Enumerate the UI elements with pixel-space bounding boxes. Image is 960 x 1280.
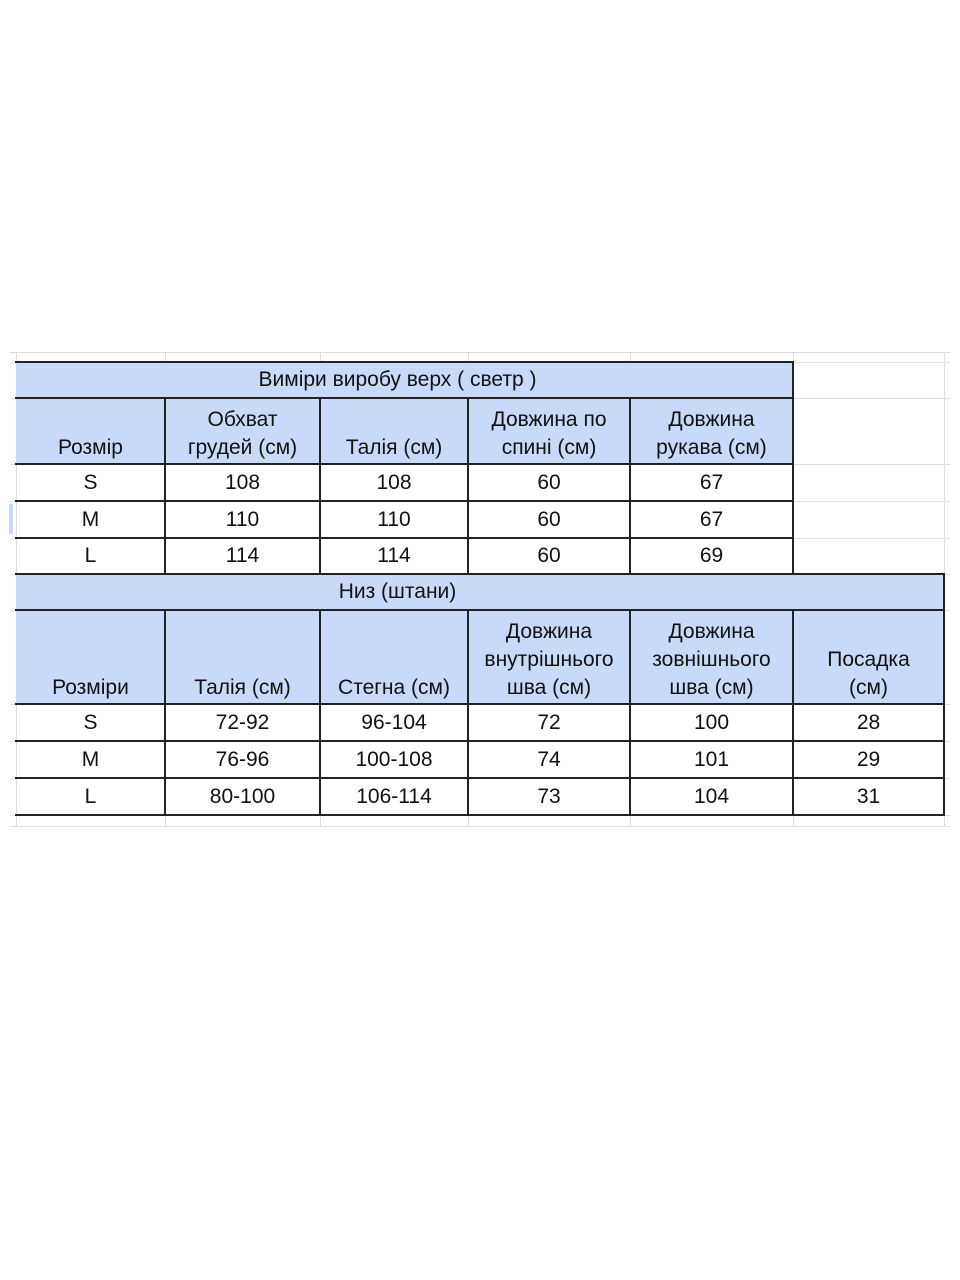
gridline [10,826,950,827]
bottom-header-cell-text [827,646,910,702]
border-line [943,573,945,816]
measurement-value: 60 [537,544,561,567]
border-line [15,537,794,539]
header-line: Стегна (см) [338,676,450,699]
measurement-value: 80-100 [209,784,276,808]
border-line [15,703,945,705]
measurement-value: 74 [537,747,561,771]
border-line [15,463,794,465]
header-line: Довжина [668,620,755,643]
top-header-cell [630,398,793,464]
header-line: Розміри [52,676,129,699]
top-header-cell-text [188,406,297,462]
top-header-cell-text [492,406,607,462]
top-header-cell [468,398,630,464]
bottom-header-cell-text [338,674,450,702]
bottom-header-cell [165,610,320,704]
bottom-header-cell [793,610,944,704]
size-label: S [83,710,98,734]
measurement-value: 67 [699,470,724,494]
header-line: Посадка [827,648,910,671]
header-line: Розмір [58,436,123,459]
measurement-value: 101 [693,747,730,771]
bottom-title-blank [16,574,165,610]
measurement-value: 104 [693,784,730,808]
border-line [319,397,321,575]
top-header-cell-text [58,434,123,462]
measurement-value: 60 [537,470,561,494]
border-line [15,777,945,779]
size-label: L [84,544,97,567]
bottom-header-cell [16,610,165,704]
size-label: M [81,747,100,771]
measurement-value: 100 [693,710,730,734]
header-line: зовнішнього [652,648,771,671]
border-line [629,609,631,816]
border-line [629,397,631,575]
measurement-value: 114 [377,544,411,567]
size-label: M [81,507,100,531]
header-line: Довжина по [491,408,607,431]
measurement-value: 108 [376,470,412,494]
border-line [792,361,794,575]
bottom-header-cell-text [484,618,613,702]
header-line: (см) [849,676,888,699]
header-line: спині (см) [501,436,597,459]
measurement-value: 28 [856,710,881,734]
header-line: Талія (см) [194,676,291,699]
measurement-value: 114 [225,544,260,567]
top-title-blank [630,362,793,398]
header-line: грудей (см) [187,436,298,459]
header-line: шва (см) [506,676,592,699]
header-line: Талія (см) [345,436,443,459]
header-line: Довжина [505,620,593,643]
measurement-value: 76-96 [215,747,270,771]
measurement-value: 60 [537,507,561,531]
border-line [15,609,945,611]
header-line: рукава (см) [656,436,767,459]
bottom-header-cell-text [52,674,129,702]
measurement-value: 67 [699,507,724,531]
measurement-value: 72 [537,710,561,734]
header-line: Обхват [207,408,278,431]
measurement-value: 110 [225,507,260,531]
size-label: L [84,784,97,808]
top-header-cell [165,398,320,464]
border-line [164,609,166,816]
measurement-value: 31 [856,784,881,808]
top-header-cell-text [656,406,767,462]
top-title-blank [16,362,165,398]
measurement-value: 69 [699,544,724,567]
measurement-value: 100-108 [355,747,433,771]
border-line [792,609,794,816]
border-line [15,361,794,363]
bottom-title-blank [793,574,944,610]
header-line: Довжина [668,408,755,431]
border-line [467,609,469,816]
border-line [15,500,794,502]
border-line [15,740,945,742]
border-line [319,609,321,816]
measurement-value: 110 [377,507,411,531]
measurement-value: 73 [537,784,561,808]
top-header-cell [16,398,165,464]
bottom-table-title: Низ (штани) [165,574,630,610]
top-table-title: Виміри виробу верх ( светр ) [165,362,630,398]
bottom-header-cell [630,610,793,704]
size-label: S [83,470,98,494]
bottom-title-blank [630,574,793,610]
top-header-cell [320,398,468,464]
bottom-header-cell-text [652,618,770,702]
measurement-value: 108 [224,470,261,494]
measurement-value: 29 [856,747,881,771]
border-line [467,397,469,575]
gridline [10,352,950,353]
header-line: внутрішнього [484,648,614,671]
row-selection-marker [9,504,13,534]
measurement-value: 72-92 [215,710,270,734]
bottom-header-cell [320,610,468,704]
measurement-value: 96-104 [361,710,427,734]
bottom-header-cell-text [194,674,291,702]
border-line [15,814,945,816]
header-line: шва (см) [669,676,754,699]
top-header-cell-text [346,434,443,462]
bottom-header-cell [468,610,630,704]
border-line [15,573,945,575]
border-line [15,397,794,399]
measurement-value: 106-114 [356,784,432,808]
border-line [164,397,166,575]
